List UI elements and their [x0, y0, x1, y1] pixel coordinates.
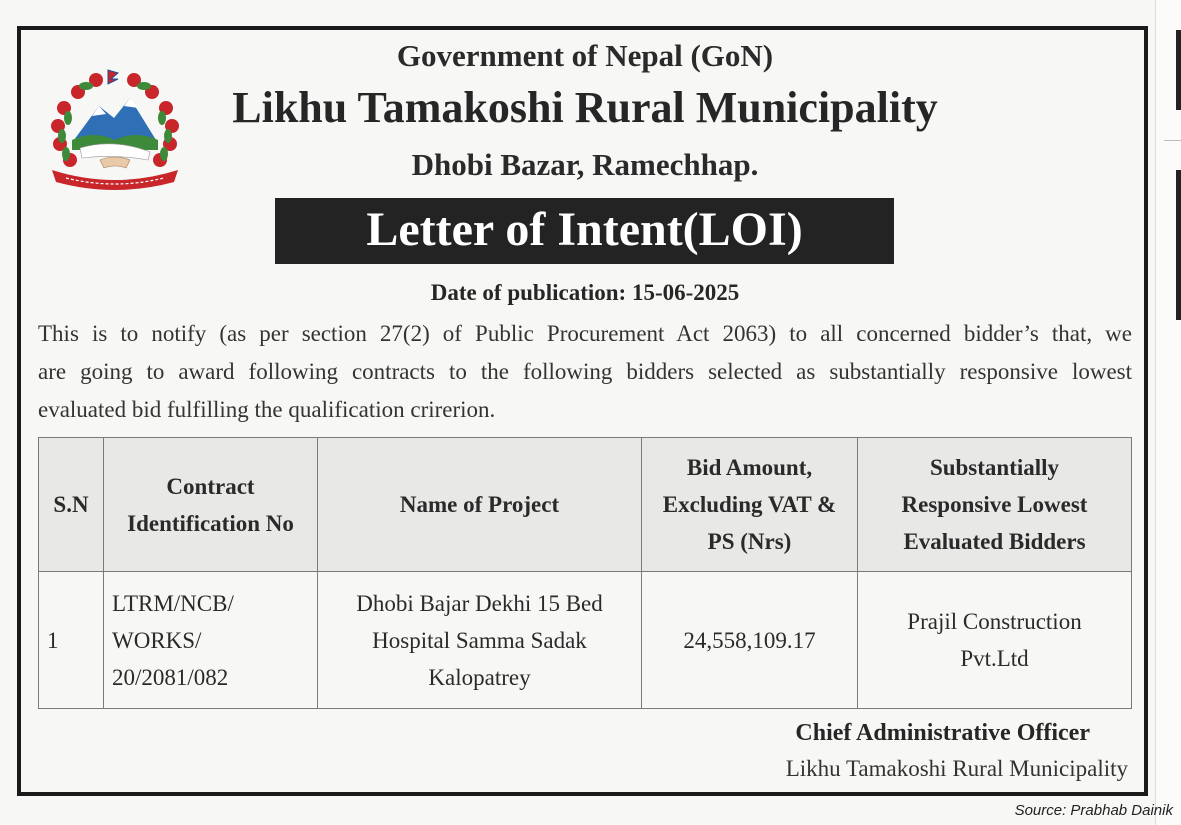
- government-name: Government of Nepal (GoN): [396, 38, 774, 73]
- cell-text: WORKS/: [112, 627, 202, 653]
- cell-text: Prajil Construction: [907, 609, 1082, 634]
- header-text: Identification No: [127, 510, 294, 536]
- header-text: Evaluated Bidders: [903, 529, 1086, 554]
- adjacent-page-edge: [1155, 0, 1181, 825]
- publication-date: Date of publication: 15-06-2025: [430, 280, 740, 305]
- edge-divider: [1164, 140, 1181, 141]
- cell-bidder: [858, 572, 1132, 709]
- header-text: Responsive Lowest: [901, 492, 1088, 517]
- signatory-title: Chief Administrative Officer: [795, 720, 1090, 746]
- municipality-location: Dhobi Bazar, Ramechhap.: [411, 147, 759, 182]
- header-sn: S.N: [39, 438, 104, 572]
- cell-text: Kalopatrey: [428, 664, 531, 690]
- cell-text: LTRM/NCB/: [112, 590, 234, 616]
- nepal-emblem-icon: [44, 68, 186, 190]
- signatory-block: [700, 716, 1130, 788]
- intro-line: This is to notify (as per section 27(2) of Public Procurement Act 2063) to all concerned bidder’s that, we: [38, 321, 1132, 346]
- cell-text: Pvt.Ltd: [960, 646, 1029, 671]
- header-text: PS (Nrs): [707, 529, 792, 554]
- header-bid-amount: [642, 438, 858, 572]
- table-header-row: [39, 438, 1132, 572]
- header-text: Substantially: [929, 455, 1060, 480]
- header-text: Excluding VAT &: [662, 492, 837, 517]
- cell-project: [318, 572, 642, 709]
- edge-mark: [1176, 170, 1181, 320]
- municipality-name: Likhu Tamakoshi Rural Municipality: [232, 83, 938, 132]
- awarded-contracts-table: [38, 437, 1132, 709]
- intro-line: are going to award following contracts to the following bidders selected as substantially responsive lowest: [38, 359, 1132, 384]
- notice-intro: [38, 315, 1132, 429]
- cell-bid-amount: 24,558,109.17: [642, 572, 858, 709]
- header-text: Bid Amount,: [686, 455, 813, 480]
- cell-text: Hospital Samma Sadak: [372, 627, 587, 653]
- table-row: [39, 572, 1132, 709]
- header-text: Contract: [166, 473, 255, 499]
- cell-contract-id: [104, 572, 318, 709]
- header-contract-id: [104, 438, 318, 572]
- cell-text: Dhobi Bajar Dekhi 15 Bed: [356, 590, 603, 616]
- source-credit: Source: Prabhab Dainik: [1014, 802, 1173, 819]
- cell-text: 20/2081/082: [112, 664, 229, 690]
- edge-mark: [1176, 30, 1181, 110]
- signatory-organization: Likhu Tamakoshi Rural Municipality: [785, 756, 1128, 781]
- notice-title: Letter of Intent(LOI): [275, 198, 894, 264]
- intro-line: evaluated bid fulfilling the qualification crirerion.: [38, 397, 496, 422]
- cell-sn: 1: [39, 572, 104, 709]
- header-bidder: [858, 438, 1132, 572]
- header-project: Name of Project: [318, 438, 642, 572]
